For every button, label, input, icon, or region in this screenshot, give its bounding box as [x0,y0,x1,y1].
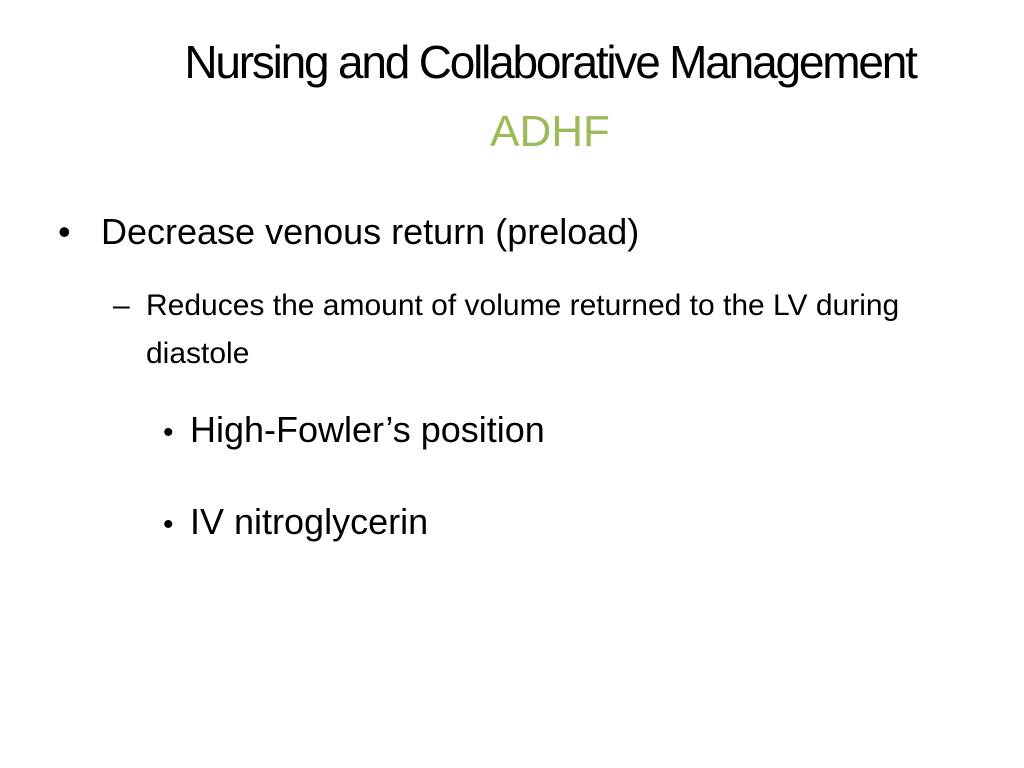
bullet-marker: • [163,508,174,541]
bullet-level-3-high-fowler [163,406,545,457]
bullet-text: Reduces the amount of volume returned to the LV during diastole [146,289,900,370]
slide-title: Nursing and Collaborative Management [184,36,916,88]
bullet-text: High-Fowler’s position [190,409,545,450]
bullet-level-2 [113,282,983,378]
bullet-marker: • [163,416,174,449]
bullet-level-3-iv-nitroglycerin [163,498,428,549]
bullet-text: Decrease venous return (preload) [101,211,640,252]
bullet-level-1 [58,208,639,256]
dash-marker: – [113,289,130,322]
bullet-marker: • [58,211,71,252]
slide-subtitle: ADHF [490,107,610,156]
bullet-text: IV nitroglycerin [190,501,429,542]
